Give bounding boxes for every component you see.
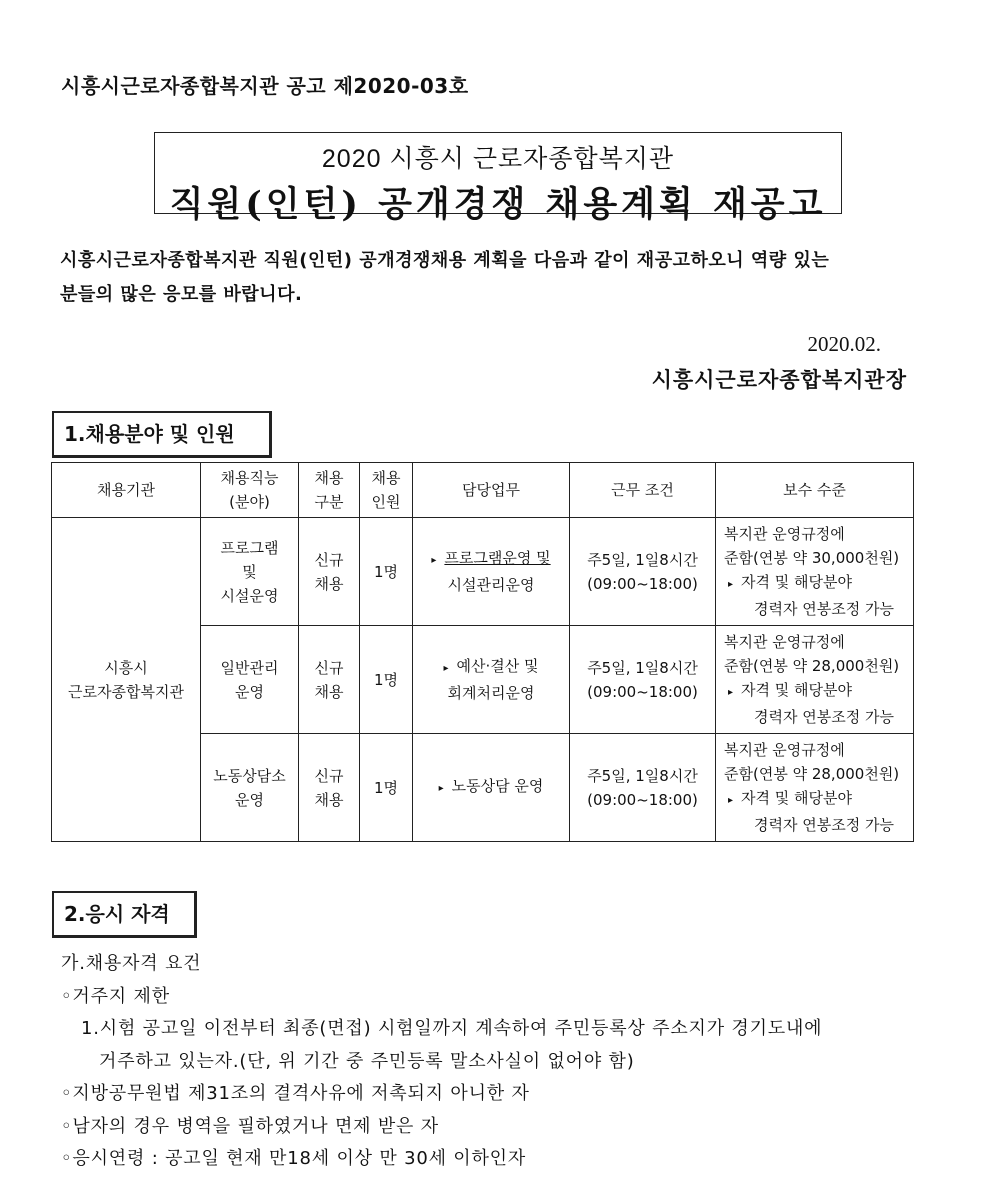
field-line: 프로그램 bbox=[220, 538, 279, 557]
signer: 시흥시근로자종합복지관장 bbox=[651, 368, 907, 392]
pay-cell bbox=[716, 734, 914, 842]
pay-text: 자격 및 해당분야 bbox=[741, 681, 852, 699]
qualification-item: ◦응시연령 : 공고일 현재 만18세 이상 만 30세 이하인자 bbox=[61, 1148, 527, 1169]
header-field-line: (분야) bbox=[229, 493, 270, 511]
type-line: 신규 bbox=[314, 658, 344, 677]
section-2-heading: 2.응시 자격 bbox=[52, 891, 197, 938]
field-line: 시설운영 bbox=[220, 586, 279, 605]
header-pay: 보수 수준 bbox=[716, 463, 914, 518]
header-duty: 담당업무 bbox=[413, 463, 570, 518]
duty-line bbox=[413, 654, 569, 681]
pay-line: 경력자 연봉조정 가능 bbox=[754, 600, 894, 618]
header-type bbox=[299, 463, 360, 518]
condition-line: 주5일, 1일8시간 bbox=[587, 766, 698, 785]
type-line: 채용 bbox=[314, 682, 344, 701]
qualification-item: ◦남자의 경우 병역을 필하였거나 면제 받은 자 bbox=[61, 1115, 439, 1137]
header-condition: 근무 조건 bbox=[570, 463, 716, 518]
intro-line: 시흥시근로자종합복지관 직원(인턴) 공개경쟁채용 계획을 다음과 같이 재공고하오니 역량 있는 bbox=[60, 250, 830, 271]
duty-line: 회계처리운영 bbox=[447, 684, 535, 702]
count-cell: 1명 bbox=[360, 734, 413, 842]
bullet-icon: ▸ bbox=[728, 579, 734, 590]
notice-date: 2020.02. bbox=[807, 332, 881, 356]
title-main: 직원(인턴) 공개경쟁 채용계획 재공고 bbox=[169, 184, 827, 225]
duty-cell bbox=[413, 626, 570, 734]
field-line: 운영 bbox=[235, 790, 264, 809]
duty-cell bbox=[413, 734, 570, 842]
field-line: 일반관리 bbox=[220, 658, 279, 677]
condition-line: 주5일, 1일8시간 bbox=[587, 658, 698, 677]
title-box bbox=[154, 132, 842, 225]
qualification-item: ◦지방공무원법 제31조의 결격사유에 저촉되지 아니한 자 bbox=[61, 1083, 530, 1104]
recruitment-table bbox=[51, 462, 914, 842]
header-field-line: 채용직능 bbox=[220, 469, 279, 487]
duty-line: 시설관리운영 bbox=[447, 576, 535, 594]
condition-line: 주5일, 1일8시간 bbox=[587, 550, 698, 569]
field-cell bbox=[201, 734, 299, 842]
pay-line bbox=[724, 786, 913, 813]
header-agency: 채용기관 bbox=[52, 463, 201, 518]
qualification-item: 거주하고 있는자.(단, 위 기간 중 주민등록 말소사실이 없어야 함) bbox=[99, 1050, 635, 1072]
qualification-list bbox=[61, 948, 941, 1176]
count-cell: 1명 bbox=[360, 626, 413, 734]
field-line: 노동상담소 bbox=[213, 766, 286, 785]
field-cell bbox=[201, 626, 299, 734]
pay-line: 복지관 운영규정에 bbox=[724, 633, 845, 651]
condition-line: (09:00~18:00) bbox=[587, 790, 698, 809]
type-line: 신규 bbox=[314, 766, 344, 785]
agency-cell bbox=[52, 518, 201, 842]
intro-paragraph bbox=[60, 244, 920, 312]
pay-cell bbox=[716, 518, 914, 626]
agency-line: 근로자종합복지관 bbox=[68, 682, 184, 701]
type-cell bbox=[299, 626, 360, 734]
qualification-item: ◦거주지 제한 bbox=[61, 985, 170, 1007]
qualification-item: 1.시험 공고일 이전부터 최종(면접) 시험일까지 계속하여 주민등록상 주소지가 경기도내에 bbox=[81, 1018, 823, 1039]
pay-line: 준함(연봉 약 28,000천원) bbox=[724, 765, 900, 783]
pay-line: 경력자 연봉조정 가능 bbox=[754, 816, 894, 834]
bullet-icon: ▸ bbox=[443, 663, 449, 674]
condition-line: (09:00~18:00) bbox=[587, 574, 698, 593]
type-cell bbox=[299, 518, 360, 626]
title-subtitle: 2020 시흥시 근로자종합복지관 bbox=[321, 145, 675, 173]
pay-line: 복지관 운영규정에 bbox=[724, 741, 845, 759]
field-line: 및 bbox=[242, 562, 257, 581]
type-line: 채용 bbox=[314, 574, 344, 593]
header-type-line: 채용 bbox=[314, 469, 344, 487]
qualification-subtitle: 가.채용자격 요건 bbox=[61, 953, 202, 974]
duty-text: 예산·결산 및 bbox=[456, 657, 539, 675]
bullet-icon: ▸ bbox=[438, 783, 444, 794]
duty-line bbox=[413, 546, 569, 573]
pay-line: 준함(연봉 약 30,000천원) bbox=[724, 549, 900, 567]
section-1-heading: 1.채용분야 및 인원 bbox=[52, 411, 272, 458]
duty-line bbox=[413, 774, 569, 801]
duty-cell bbox=[413, 518, 570, 626]
pay-line: 경력자 연봉조정 가능 bbox=[754, 708, 894, 726]
header-count-line: 채용 bbox=[371, 469, 401, 487]
pay-line bbox=[724, 678, 913, 705]
duty-text: 프로그램운영 및 bbox=[444, 549, 551, 567]
field-cell bbox=[201, 518, 299, 626]
intro-line: 분들의 많은 응모를 바랍니다. bbox=[60, 284, 303, 305]
condition-cell bbox=[570, 518, 716, 626]
table-row bbox=[52, 518, 914, 626]
condition-cell bbox=[570, 626, 716, 734]
pay-text: 자격 및 해당분야 bbox=[741, 789, 852, 807]
header-type-line: 구분 bbox=[314, 493, 344, 511]
condition-line: (09:00~18:00) bbox=[587, 682, 698, 701]
notice-number: 시흥시근로자종합복지관 공고 제2020-03호 bbox=[61, 74, 469, 98]
pay-text: 자격 및 해당분야 bbox=[741, 573, 852, 591]
type-line: 채용 bbox=[314, 790, 344, 809]
bullet-icon: ▸ bbox=[728, 687, 734, 698]
pay-line bbox=[724, 570, 913, 597]
type-cell bbox=[299, 734, 360, 842]
count-cell: 1명 bbox=[360, 518, 413, 626]
type-line: 신규 bbox=[314, 550, 344, 569]
header-field bbox=[201, 463, 299, 518]
table-header-row bbox=[52, 463, 914, 518]
bullet-icon: ▸ bbox=[728, 795, 734, 806]
bullet-icon: ▸ bbox=[431, 555, 437, 566]
pay-line: 준함(연봉 약 28,000천원) bbox=[724, 657, 900, 675]
header-count-line: 인원 bbox=[371, 493, 401, 511]
header-count bbox=[360, 463, 413, 518]
duty-text: 노동상담 운영 bbox=[451, 777, 544, 795]
field-line: 운영 bbox=[235, 682, 264, 701]
pay-line: 복지관 운영규정에 bbox=[724, 525, 845, 543]
agency-line: 시흥시 bbox=[104, 658, 148, 677]
pay-cell bbox=[716, 626, 914, 734]
condition-cell bbox=[570, 734, 716, 842]
